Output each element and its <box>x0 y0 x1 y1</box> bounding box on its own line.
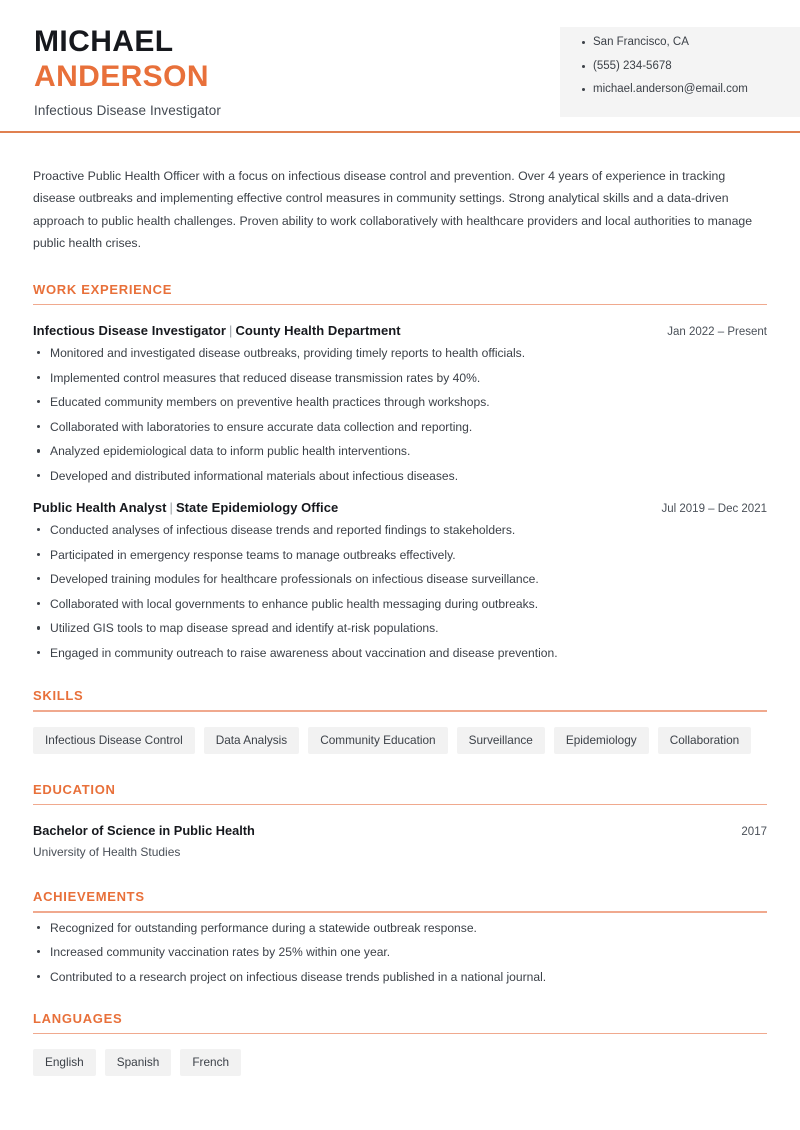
skills-chip-group <box>33 727 767 754</box>
experience-entry-header <box>33 323 767 338</box>
skill-chip: Infectious Disease Control <box>33 727 195 754</box>
education-school: University of Health Studies <box>33 845 181 860</box>
section-divider <box>33 804 767 806</box>
first-name: MICHAEL <box>34 25 174 58</box>
list-item: Educated community members on preventive health practices through workshops. <box>33 396 767 408</box>
section-title-achievements: ACHIEVEMENTS <box>33 889 145 905</box>
list-item: Developed training modules for healthcare professionals on infectious disease surveillance. <box>33 573 767 585</box>
language-chip: English <box>33 1049 96 1076</box>
list-item: Analyzed epidemiological data to inform public health interventions. <box>33 445 767 457</box>
list-item: Participated in emergency response teams to manage outbreaks effectively. <box>33 549 767 561</box>
section-divider <box>33 710 767 712</box>
skill-chip: Collaboration <box>658 727 752 754</box>
section-divider <box>33 304 767 306</box>
section-skills <box>33 688 767 753</box>
list-item: Implemented control measures that reduced disease transmission rates by 40%. <box>33 372 767 384</box>
language-chip: French <box>180 1049 241 1076</box>
skill-chip: Data Analysis <box>204 727 299 754</box>
title-separator: | <box>229 323 233 338</box>
header-identity <box>34 24 534 118</box>
section-divider <box>33 911 767 913</box>
list-item: Recognized for outstanding performance during a statewide outbreak response. <box>33 922 767 934</box>
education-degree: Bachelor of Science in Public Health <box>33 823 255 839</box>
experience-date: Jul 2019 – Dec 2021 <box>661 503 767 516</box>
section-achievements <box>33 889 767 983</box>
section-languages <box>33 1011 767 1076</box>
list-item: Increased community vaccination rates by 25% within one year. <box>33 946 767 958</box>
experience-role: Public Health Analyst <box>33 500 167 516</box>
experience-title-line <box>33 323 401 338</box>
list-item: Utilized GIS tools to map disease spread and identify at-risk populations. <box>33 622 767 634</box>
section-title-languages: LANGUAGES <box>33 1010 123 1026</box>
section-title-education: EDUCATION <box>33 781 116 797</box>
list-item: Collaborated with laboratories to ensure accurate data collection and reporting. <box>33 421 767 433</box>
section-divider <box>33 1033 767 1035</box>
contact-item-phone: (555) 234-5678 <box>582 61 800 73</box>
section-title-work-experience: WORK EXPERIENCE <box>33 281 173 297</box>
professional-summary: Proactive Public Health Officer with a focus on infectious disease control and prevention. Over 4 years of experience in tracking disease outbreaks and implementing effective control measures in community settings. Strong analytical skills and a data-driven approach to public health challenges. Proven ability to work collaboratively with healthcare providers and local authorities to manage public health crises. <box>33 169 753 251</box>
contact-info-box <box>560 27 800 117</box>
experience-date: Jan 2022 – Present <box>667 326 767 338</box>
list-item: Monitored and investigated disease outbreaks, providing timely reports to health officials. <box>33 347 767 359</box>
contact-list <box>582 37 800 96</box>
contact-item-email: michael.anderson@email.com <box>582 84 800 96</box>
header-job-title: Infectious Disease Investigator <box>34 103 221 119</box>
list-item: Engaged in community outreach to raise awareness about vaccination and disease prevention. <box>33 647 767 659</box>
experience-bullets <box>33 347 767 482</box>
title-separator: | <box>169 500 173 516</box>
section-work-experience <box>33 282 767 660</box>
list-item: Developed and distributed informational materials about infectious diseases. <box>33 470 767 482</box>
list-item: Collaborated with local governments to enhance public health messaging during outbreaks. <box>33 598 767 610</box>
experience-entry-header <box>33 500 767 515</box>
education-entry <box>33 823 767 859</box>
experience-entry <box>33 500 767 659</box>
section-title-skills: SKILLS <box>33 688 84 704</box>
experience-title-line <box>33 500 338 515</box>
skill-chip: Surveillance <box>457 727 545 754</box>
education-year: 2017 <box>741 826 767 839</box>
experience-role: Infectious Disease Investigator <box>33 323 227 338</box>
education-entry-header <box>33 823 767 838</box>
resume-header <box>0 0 800 130</box>
experience-company: State Epidemiology Office <box>175 500 339 516</box>
skill-chip: Community Education <box>308 727 447 754</box>
list-item: Conducted analyses of infectious disease trends and reported findings to stakeholders. <box>33 524 767 536</box>
section-education <box>33 782 767 860</box>
experience-bullets <box>33 524 767 659</box>
experience-entry <box>33 323 767 482</box>
list-item: Contributed to a research project on infectious disease trends published in a national journal. <box>33 971 767 983</box>
achievements-bullets <box>33 922 767 983</box>
experience-company: County Health Department <box>235 323 401 338</box>
last-name: ANDERSON <box>34 60 209 94</box>
language-chip: Spanish <box>105 1049 172 1076</box>
languages-chip-group <box>33 1049 767 1076</box>
contact-item-location: San Francisco, CA <box>582 37 800 49</box>
resume-body <box>0 133 800 1076</box>
skill-chip: Epidemiology <box>554 727 649 754</box>
